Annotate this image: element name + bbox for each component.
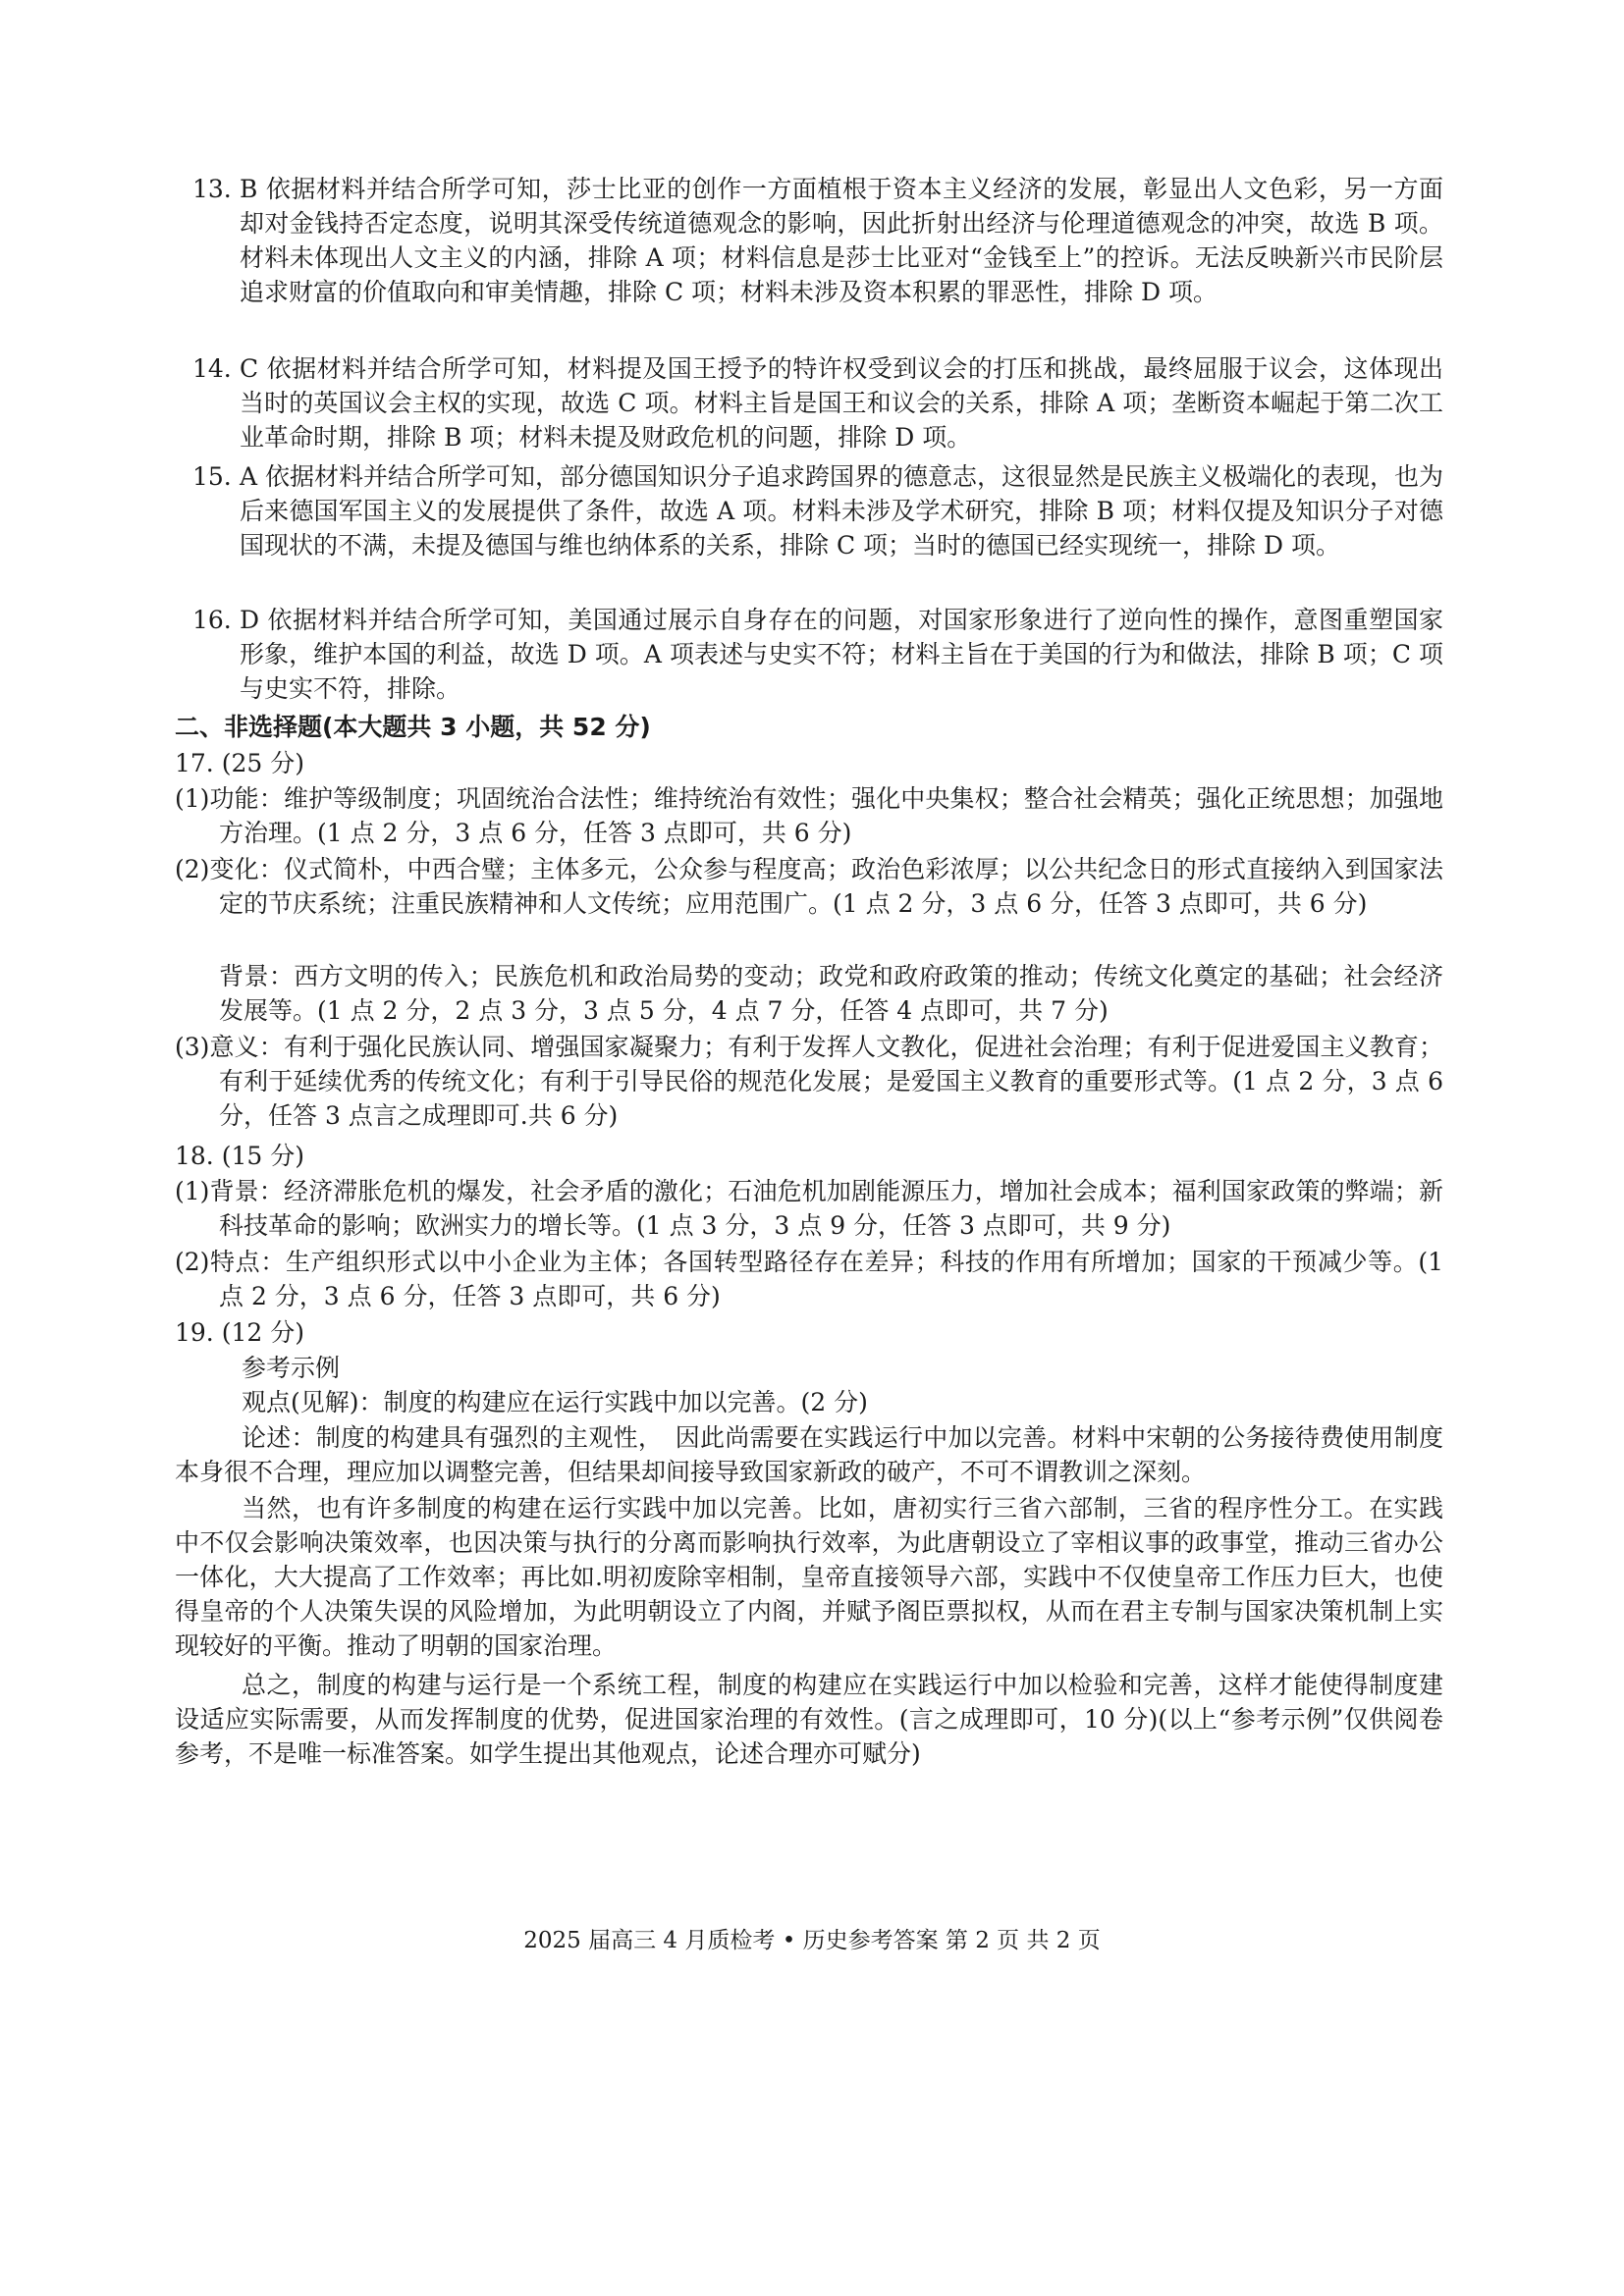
answer-text: B 依据材料并结合所学可知，莎士比亚的创作一方面植根于资本主义经济的发展，彰显出人文色彩，另一方面却对金钱持否定态度，说明其深受传统道德观念的影响，因此折射出经济与伦理道德观念的冲突，故选 B 项。材料未体现出人文主义的内涵，排除 A 项；材料信息是莎士比亚对“金钱至上”的控诉。无法反映新兴市民阶层追求财富的价值取向和审美情趣，排除 C 项；材料未涉及资本积累的罪恶性，排除 D 项。: [240, 175, 1443, 306]
question-number: 13.: [192, 175, 232, 203]
answer-text: A 依据材料并结合所学可知，部分德国知识分子追求跨国界的德意志，这很显然是民族主义极端化的表现，也为后来德国军国主义的发展提供了条件，故选 A 项。材料未涉及学术研究，排除 B 项；材料仅提及知识分子对德国现状的不满，未提及德国与维也纳体系的关系，排除 C 项；当时的德国已经实现统一，排除 D 项。: [240, 462, 1444, 560]
q19-example-label: 参考示例: [242, 1354, 341, 1382]
question-number: 15.: [192, 462, 232, 491]
q17-part3: (3)意义：有利于强化民族认同、增强国家凝聚力；有利于发挥人文教化，促进社会治理；有利于促进爱国主义教育；有利于延续优秀的传统文化；有利于引导民俗的规范化发展；是爱国主义教育的重要形式等。(1 点 2 分，3 点 6 分，任答 3 点言之成理即可.共 6 分): [175, 1033, 1443, 1130]
q19-argument-1: 论述：制度的构建具有强烈的主观性， 因此尚需要在实践运行中加以完善。材料中宋朝的公务接待费使用制度本身很不合理，理应加以调整完善，但结果却间接导致国家新政的破产，不可不谓教训之深刻。: [175, 1423, 1443, 1486]
q17-part2-background: 背景：西方文明的传入；民族危机和政治局势的变动；政党和政府政策的推动；传统文化奠定的基础；社会经济发展等。(1 点 2 分，2 点 3 分，3 点 5 分，4 点 7 分，任答 4 点即可，共 7 分): [219, 962, 1443, 1025]
question-number: 14.: [192, 354, 232, 383]
q19-argument-3: 总之，制度的构建与运行是一个系统工程，制度的构建应在实践运行中加以检验和完善，这样才能使得制度建设适应实际需要，从而发挥制度的优势，促进国家治理的有效性。(言之成理即可，10 分)(以上“参考示例”仅供阅卷参考，不是唯一标准答案。如学生提出其他观点，论述合理亦可赋分): [175, 1671, 1443, 1768]
q18-heading: 18. (15 分): [175, 1142, 304, 1170]
section-title: 二、非选择题(本大题共 3 小题，共 52 分): [175, 713, 651, 741]
q17-part1: (1)功能：维护等级制度；巩固统治合法性；维持统治有效性；强化中央集权；整合社会精英；强化正统思想；加强地方治理。(1 点 2 分，3 点 6 分，任答 3 点即可，共 6 分): [175, 784, 1443, 847]
answer-14: [192, 351, 1443, 454]
q17-part2: (2)变化：仪式简朴，中西合璧；主体多元，公众参与程度高；政治色彩浓厚；以公共纪念日的形式直接纳入到国家法定的节庆系统；注重民族精神和人文传统；应用范围广。(1 点 2 分，3 点 6 分，任答 3 点即可，共 6 分): [175, 855, 1443, 918]
q18-part2: (2)特点：生产组织形式以中小企业为主体；各国转型路径存在差异；科技的作用有所增加；国家的干预减少等。(1 点 2 分，3 点 6 分，任答 3 点即可，共 6 分): [175, 1248, 1443, 1310]
q19-argument-2: 当然，也有许多制度的构建在运行实践中加以完善。比如，唐初实行三省六部制，三省的程序性分工。在实践中不仅会影响决策效率，也因决策与执行的分离而影响执行效率，为此唐朝设立了宰相议事的政事堂，推动三省办公一体化，大大提高了工作效率；再比如.明初废除宰相制，皇帝直接领导六部，实践中不仅使皇帝工作压力巨大，也使得皇帝的个人决策失误的风险增加，为此明朝设立了内阁，并赋予阁臣票拟权，从而在君主专制与国家决策机制上实现较好的平衡。推动了明朝的国家治理。: [175, 1494, 1443, 1660]
page-footer: 2025 届高三 4 月质检考 • 历史参考答案 第 2 页 共 2 页: [523, 1928, 1101, 1953]
question-number: 16.: [192, 606, 232, 634]
q18-part1: (1)背景：经济滞胀危机的爆发，社会矛盾的激化；石油危机加剧能源压力，增加社会成本；福利国家政策的弊端；新科技革命的影响；欧洲实力的增长等。(1 点 3 分，3 点 9 分，任答 3 点即可，共 9 分): [175, 1177, 1443, 1240]
answer-16: [192, 603, 1443, 706]
answer-text: C 依据材料并结合所学可知，材料提及国王授予的特许权受到议会的打压和挑战，最终屈服于议会，这体现出当时的英国议会主权的实现，故选 C 项。材料主旨是国王和议会的关系，排除 A 项；垄断资本崛起于第二次工业革命时期，排除 B 项；材料未提及财政危机的问题，排除 D 项。: [240, 354, 1443, 452]
q19-heading: 19. (12 分): [175, 1318, 304, 1347]
answer-15: [192, 459, 1443, 562]
answer-13: [192, 172, 1443, 309]
q17-heading: 17. (25 分): [175, 749, 304, 777]
answer-text: D 依据材料并结合所学可知，美国通过展示自身存在的问题，对国家形象进行了逆向性的操作，意图重塑国家形象，维护本国的利益，故选 D 项。A 项表述与史实不符；材料主旨在于美国的行为和做法，排除 B 项；C 项与史实不符，排除。: [240, 606, 1443, 703]
q19-viewpoint: 观点(见解)：制度的构建应在运行实践中加以完善。(2 分): [242, 1388, 868, 1416]
